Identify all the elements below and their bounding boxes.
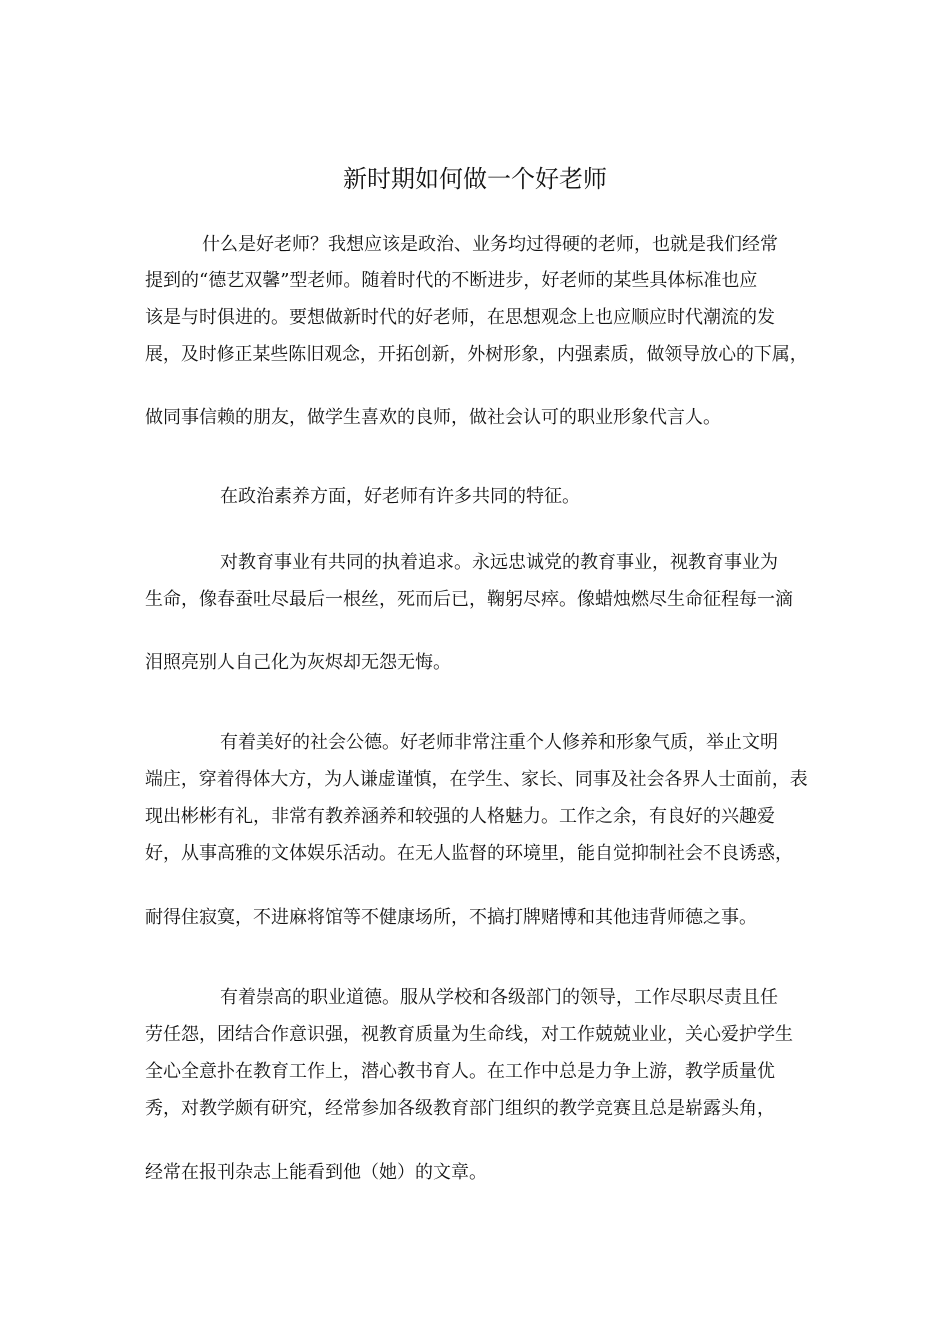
paragraph-5-line-3: 全心全意扑在教育工作上，潜心教书育人。在工作中总是力争上游，教学质量优: [145, 1061, 775, 1082]
paragraph-3-line-2: 生命，像春蚕吐尽最后一根丝，死而后已，鞠躬尽瘁。像蜡烛燃尽生命征程每一滴: [145, 589, 793, 610]
paragraph-3-line-3: 泪照亮别人自己化为灰烬却无怨无悔。: [145, 652, 451, 673]
document-title: 新时期如何做一个好老师: [343, 165, 607, 193]
paragraph-5-line-1: 有着崇高的职业道德。服从学校和各级部门的领导，工作尽职尽责且任: [220, 987, 778, 1008]
paragraph-1-line-2: 提到的“德艺双馨”型老师。随着时代的不断进步，好老师的某些具体标准也应: [145, 270, 758, 291]
paragraph-1-line-1: 什么是好老师？我想应该是政治、业务均过得硬的老师，也就是我们经常: [202, 234, 778, 255]
paragraph-5-line-4: 秀，对教学颇有研究，经常参加各级教育部门组织的教学竞赛且总是崭露头角，: [145, 1098, 775, 1119]
paragraph-4-line-3: 现出彬彬有礼，非常有教养涵养和较强的人格魅力。工作之余，有良好的兴趣爱: [145, 806, 775, 827]
paragraph-4-line-2: 端庄，穿着得体大方，为人谦虚谨慎，在学生、家长、同事及社会各界人士面前，表: [145, 769, 808, 790]
paragraph-4-line-1: 有着美好的社会公德。好老师非常注重个人修养和形象气质，举止文明: [220, 732, 778, 753]
paragraph-5-line-2: 劳任怨，团结合作意识强，视教育质量为生命线，对工作兢兢业业，关心爱护学生: [145, 1024, 793, 1045]
paragraph-3-line-1: 对教育事业有共同的执着追求。永远忠诚党的教育事业，视教育事业为: [220, 552, 778, 573]
paragraph-1-line-5: 做同事信赖的朋友，做学生喜欢的良师，做社会认可的职业形象代言人。: [145, 407, 721, 428]
paragraph-1-line-4: 展，及时修正某些陈旧观念，开拓创新，外树形象，内强素质，做领导放心的下属，: [145, 344, 808, 365]
paragraph-2-line-1: 在政治素养方面，好老师有许多共同的特征。: [220, 486, 580, 507]
paragraph-1-line-3: 该是与时俱进的。要想做新时代的好老师，在思想观念上也应顺应时代潮流的发: [145, 307, 775, 328]
paragraph-4-line-4: 好，从事高雅的文体娱乐活动。在无人监督的环境里，能自觉抑制社会不良诱惑，: [145, 843, 793, 864]
paragraph-4-line-5: 耐得住寂寞，不进麻将馆等不健康场所，不搞打牌赌博和其他违背师德之事。: [145, 907, 757, 928]
paragraph-5-line-5: 经常在报刊杂志上能看到他（她）的文章。: [145, 1162, 487, 1183]
